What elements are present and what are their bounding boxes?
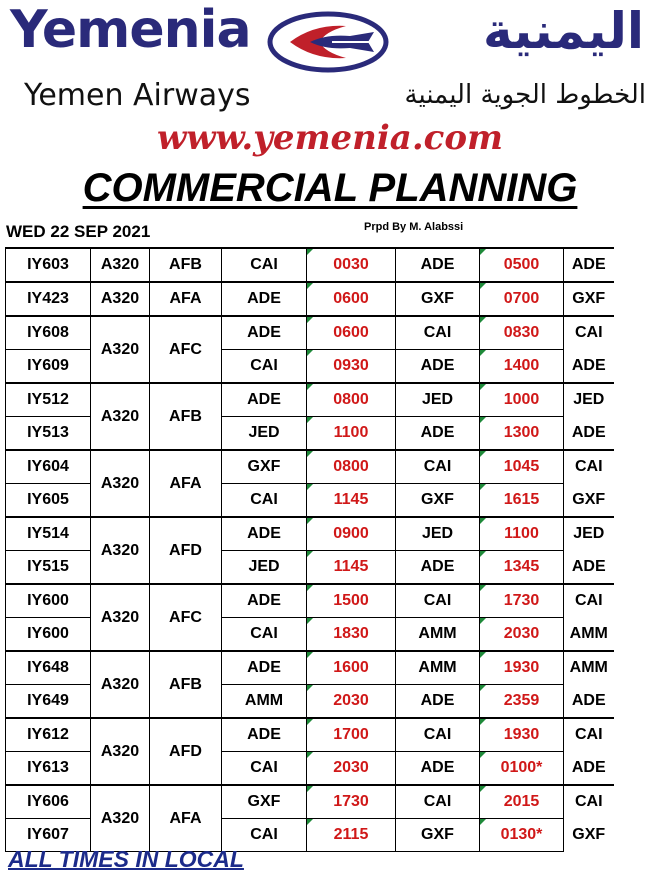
destination-station: CAI xyxy=(564,785,614,819)
table-row xyxy=(6,651,614,685)
arrival-time: 1345 xyxy=(480,551,564,585)
departure-time: 2030 xyxy=(307,685,396,719)
departure-time: 0800 xyxy=(307,383,396,417)
flight-number: IY606 xyxy=(6,785,91,819)
aircraft-type: A320 xyxy=(91,584,150,651)
arrival-station: ADE xyxy=(396,752,480,786)
departure-time: 1600 xyxy=(307,651,396,685)
arrival-station: JED xyxy=(396,517,480,551)
arrival-time: 0100* xyxy=(480,752,564,786)
destination-station: JED xyxy=(564,383,614,417)
table-row xyxy=(6,383,614,417)
airline-name-english: Yemen Airways xyxy=(24,78,251,113)
departure-time: 2115 xyxy=(307,819,396,852)
origin-station: ADE xyxy=(222,584,307,618)
table-row xyxy=(6,718,614,752)
arrival-time: 2030 xyxy=(480,618,564,652)
arrival-time: 0830 xyxy=(480,316,564,350)
flight-number: IY649 xyxy=(6,685,91,719)
aircraft-type: A320 xyxy=(91,718,150,785)
arrival-time: 1615 xyxy=(480,484,564,518)
arrival-station: CAI xyxy=(396,316,480,350)
destination-station: GXF xyxy=(572,826,606,843)
destination-station: ADE xyxy=(571,356,606,374)
flight-number: IY609 xyxy=(6,350,91,384)
departure-time: 1100 xyxy=(307,417,396,451)
aircraft-type: A320 xyxy=(91,785,150,852)
destination-station: CAI xyxy=(564,718,614,752)
aircraft-registration: AFA xyxy=(150,785,222,852)
origin-station: JED xyxy=(222,551,307,585)
aircraft-type: A320 xyxy=(91,248,150,282)
arrival-station: GXF xyxy=(396,484,480,518)
flight-number: IY607 xyxy=(6,819,91,852)
table-row xyxy=(6,450,614,484)
table-row xyxy=(6,517,614,551)
origin-station: AMM xyxy=(222,685,307,719)
flight-number: IY600 xyxy=(6,584,91,618)
origin-station: GXF xyxy=(222,785,307,819)
flight-number: IY423 xyxy=(6,282,91,316)
flight-number: IY612 xyxy=(6,718,91,752)
flight-number: IY513 xyxy=(6,417,91,451)
header xyxy=(0,0,660,160)
arrival-station: GXF xyxy=(396,819,480,852)
arrival-time: 1100 xyxy=(480,517,564,551)
arrival-station: ADE xyxy=(396,685,480,719)
flight-schedule-table xyxy=(5,247,614,852)
arrival-station: ADE xyxy=(396,417,480,451)
arrival-station: CAI xyxy=(396,785,480,819)
flight-number: IY603 xyxy=(6,248,91,282)
origin-station: ADE xyxy=(222,316,307,350)
brand-name-arabic: اليمنية xyxy=(483,2,644,60)
destination-station: AMM xyxy=(569,624,608,642)
destination-station: ADE xyxy=(571,557,606,575)
flight-number: IY514 xyxy=(6,517,91,551)
flight-number: IY613 xyxy=(6,752,91,786)
aircraft-registration: AFD xyxy=(150,517,222,584)
departure-time: 1830 xyxy=(307,618,396,652)
destination-station: ADE xyxy=(571,758,606,776)
arrival-station: GXF xyxy=(396,282,480,316)
website-link[interactable]: www.yemenia.com xyxy=(156,118,504,158)
arrival-station: CAI xyxy=(396,450,480,484)
table-row xyxy=(6,282,614,316)
destination-station: CAI xyxy=(564,584,614,618)
departure-time: 0800 xyxy=(307,450,396,484)
prepared-by: Prpd By M. Alabssi xyxy=(364,221,464,233)
origin-station: ADE xyxy=(222,383,307,417)
origin-station: ADE xyxy=(222,718,307,752)
departure-time: 1730 xyxy=(307,785,396,819)
arrival-station: ADE xyxy=(396,350,480,384)
arrival-station: CAI xyxy=(396,584,480,618)
origin-station: CAI xyxy=(222,484,307,518)
arrival-time: 2359 xyxy=(480,685,564,719)
arrival-time: 1930 xyxy=(480,718,564,752)
arrival-time: 0700 xyxy=(480,282,564,316)
origin-station: ADE xyxy=(222,517,307,551)
arrival-time: 1930 xyxy=(480,651,564,685)
arrival-time: 1300 xyxy=(480,417,564,451)
arrival-station: AMM xyxy=(396,651,480,685)
page-title: COMMERCIAL PLANNING xyxy=(82,166,578,210)
arrival-time: 1045 xyxy=(480,450,564,484)
arrival-station: JED xyxy=(396,383,480,417)
aircraft-type: A320 xyxy=(91,651,150,718)
arrival-station: ADE xyxy=(396,248,480,282)
schedule-date: WED 22 SEP 2021 xyxy=(6,222,151,241)
arrival-station: AMM xyxy=(396,618,480,652)
aircraft-type: A320 xyxy=(91,383,150,450)
brand-name-english: Yemenia xyxy=(10,0,251,60)
departure-time: 0030 xyxy=(307,248,396,282)
departure-time: 0930 xyxy=(307,350,396,384)
origin-station: ADE xyxy=(222,282,307,316)
times-note: ALL TIMES IN LOCAL xyxy=(8,846,244,872)
aircraft-registration: AFB xyxy=(150,383,222,450)
departure-time: 1500 xyxy=(307,584,396,618)
destination-station: CAI xyxy=(564,450,614,484)
departure-time: 1145 xyxy=(307,551,396,585)
arrival-time: 1400 xyxy=(480,350,564,384)
aircraft-type: A320 xyxy=(91,517,150,584)
flight-number: IY605 xyxy=(6,484,91,518)
aircraft-registration: AFC xyxy=(150,584,222,651)
airline-name-arabic: الخطوط الجوية اليمنية xyxy=(404,80,646,110)
aircraft-registration: AFD xyxy=(150,718,222,785)
origin-station: CAI xyxy=(222,350,307,384)
aircraft-registration: AFB xyxy=(150,248,222,282)
origin-station: CAI xyxy=(222,618,307,652)
departure-time: 0900 xyxy=(307,517,396,551)
origin-station: CAI xyxy=(222,819,307,852)
destination-station: JED xyxy=(564,517,614,551)
destination-station: ADE xyxy=(564,248,614,282)
flight-number: IY648 xyxy=(6,651,91,685)
arrival-time: 0500 xyxy=(480,248,564,282)
arrival-time: 1000 xyxy=(480,383,564,417)
flight-number: IY604 xyxy=(6,450,91,484)
destination-station: GXF xyxy=(572,490,606,508)
departure-time: 0600 xyxy=(307,282,396,316)
flight-number: IY600 xyxy=(6,618,91,652)
aircraft-registration: AFC xyxy=(150,316,222,383)
aircraft-registration: AFA xyxy=(150,450,222,517)
arrival-time: 0130* xyxy=(480,819,564,852)
destination-station: CAI xyxy=(564,316,614,350)
destination-station: GXF xyxy=(564,282,614,316)
table-row xyxy=(6,316,614,350)
arrival-station: CAI xyxy=(396,718,480,752)
destination-station: ADE xyxy=(571,423,606,441)
origin-station: GXF xyxy=(222,450,307,484)
departure-time: 1145 xyxy=(307,484,396,518)
aircraft-type: A320 xyxy=(91,450,150,517)
aircraft-type: A320 xyxy=(91,282,150,316)
origin-station: JED xyxy=(222,417,307,451)
origin-station: CAI xyxy=(222,248,307,282)
destination-station: AMM xyxy=(564,651,614,685)
aircraft-registration: AFA xyxy=(150,282,222,316)
departure-time: 2030 xyxy=(307,752,396,786)
flight-number: IY515 xyxy=(6,551,91,585)
table-row xyxy=(6,785,614,819)
table-row xyxy=(6,248,614,282)
departure-time: 1700 xyxy=(307,718,396,752)
aircraft-registration: AFB xyxy=(150,651,222,718)
flight-number: IY608 xyxy=(6,316,91,350)
departure-time: 0600 xyxy=(307,316,396,350)
arrival-time: 1730 xyxy=(480,584,564,618)
destination-station: ADE xyxy=(571,691,606,709)
aircraft-type: A320 xyxy=(91,316,150,383)
origin-station: CAI xyxy=(222,752,307,786)
arrival-time: 2015 xyxy=(480,785,564,819)
airline-logo-icon xyxy=(266,10,390,74)
flight-number: IY512 xyxy=(6,383,91,417)
origin-station: ADE xyxy=(222,651,307,685)
arrival-station: ADE xyxy=(396,551,480,585)
table-row xyxy=(6,584,614,618)
